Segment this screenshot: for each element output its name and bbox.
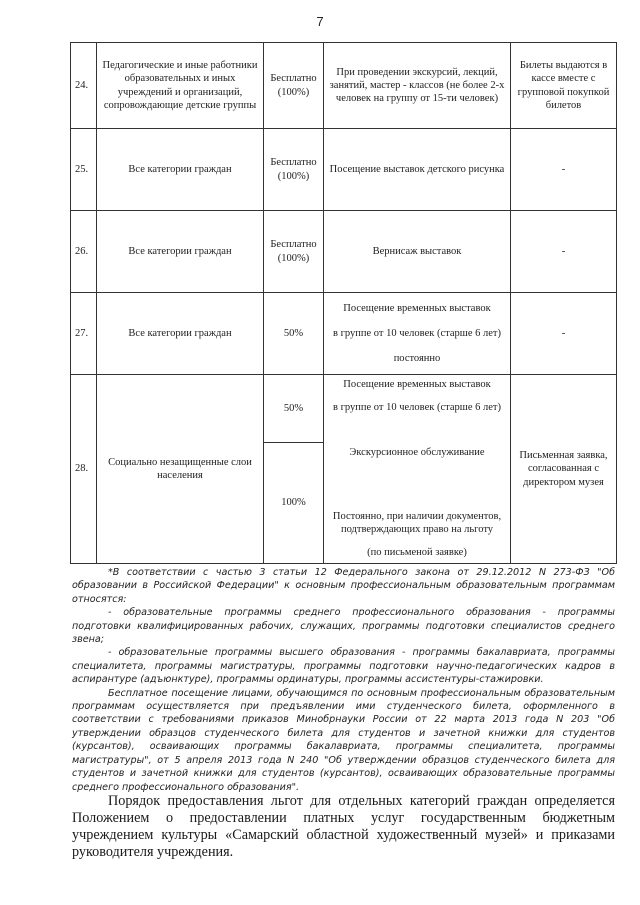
row-number: 24. xyxy=(71,43,97,129)
footnote-paragraph: Бесплатное посещение лицами, обучающимся по основным профессиональным образовательным программам осуществляется при предъявлении ими студенческого билета, оформленного в соответствии с требованиями приказов Минобрнауки России от 22 марта 2013 года N 203 "Об утверждении образцов студенческого билета для студентов и зачетной книжки для студентов (курсантов), осваивающих программы бакалавриата, программы специалитета, программы магистратуры", от 5 апреля 2013 года N 240 "Об утверждении образцов студенческого билета для студентов и зачетной книжки для студентов (курсантов), осваивающих образовательные программы среднего профессионального образования". xyxy=(72,687,615,793)
discount-cell: 50% xyxy=(264,293,324,375)
footnote-paragraph: - образовательные программы высшего образования - программы бакалавриата, программы специалитета, программы магистратуры, программы подготовки научно-педагогических кадров в аспирантуре (адъюнктуре), программы ординатуры, программы ассистентуры-стажировки. xyxy=(72,647,615,686)
category-cell: Педагогические и иные работники образовательных и иных учреждений и организаций, сопровождающие детские группы xyxy=(97,43,264,129)
table-row xyxy=(71,43,617,129)
category-cell: Социально незащищенные слои населения xyxy=(97,375,264,564)
conditions-line: в группе от 10 человек (старше 6 лет) xyxy=(333,327,501,339)
conditions-line: постоянно xyxy=(393,353,441,365)
row-number: 25. xyxy=(71,129,97,211)
footnote-paragraph: - образовательные программы среднего профессионального образования - программы подготовки квалифицированных рабочих, служащих, программы подготовки специалистов среднего звена; xyxy=(72,607,615,646)
conditions-cell: При проведении экскурсий, лекций, занятий, мастер - классов (не более 2-х человек на группу от 15-ти человек) xyxy=(324,43,511,129)
footnote-paragraph: *В соответствии с частью 3 статьи 12 Федерального закона от 29.12.2012 N 273-ФЗ "Об образовании в Российской Федерации" к основным профессиональным образовательным программам относятся: xyxy=(72,567,615,605)
closing-text: Порядок предоставления льгот для отдельных категорий граждан определяется Положением о предоставлении платных услуг государственным бюджетным учреждением культуры «Самарский областной художественный музей» и приказами руководителя учреждения. xyxy=(72,793,615,860)
note-cell: - xyxy=(511,211,617,293)
conditions-cell xyxy=(324,293,511,375)
table-row xyxy=(71,375,617,443)
conditions-line: в группе от 10 человек (старше 6 лет) xyxy=(333,401,501,413)
conditions-line: (по письменой заявке) xyxy=(367,547,467,559)
conditions-line: Посещение временных выставок xyxy=(343,302,491,314)
footnote xyxy=(72,566,615,794)
table-row xyxy=(71,293,617,375)
conditions-cell xyxy=(324,375,511,564)
table-row xyxy=(71,211,617,293)
conditions-cell: Вернисаж выставок xyxy=(324,211,511,293)
closing-paragraph xyxy=(72,793,615,861)
discount-cell: Бесплатно (100%) xyxy=(264,129,324,211)
page-number: 7 xyxy=(316,14,324,29)
discount-cell: 50% xyxy=(264,375,324,443)
conditions-cell: Посещение выставок детского рисунка xyxy=(324,129,511,211)
note-cell: Билеты выдаются в кассе вместе с групповой покупкой билетов xyxy=(511,43,617,129)
benefits-table xyxy=(70,42,617,564)
category-cell: Все категории граждан xyxy=(97,211,264,293)
conditions-line: Экскурсионное обслуживание xyxy=(349,446,485,458)
row-number: 28. xyxy=(71,375,97,564)
note-cell: - xyxy=(511,293,617,375)
conditions-line: Посещение временных выставок xyxy=(343,378,491,390)
row-number: 26. xyxy=(71,211,97,293)
table-row xyxy=(71,129,617,211)
category-cell: Все категории граждан xyxy=(97,129,264,211)
row-number: 27. xyxy=(71,293,97,375)
note-cell: - xyxy=(511,129,617,211)
note-cell: Письменная заявка, согласованная с директором музея xyxy=(511,375,617,564)
discount-cell: Бесплатно (100%) xyxy=(264,43,324,129)
discount-cell: Бесплатно (100%) xyxy=(264,211,324,293)
category-cell: Все категории граждан xyxy=(97,293,264,375)
discount-cell: 100% xyxy=(264,443,324,564)
conditions-line: Постоянно, при наличии документов, подтверждающих право на льготу xyxy=(332,511,502,536)
